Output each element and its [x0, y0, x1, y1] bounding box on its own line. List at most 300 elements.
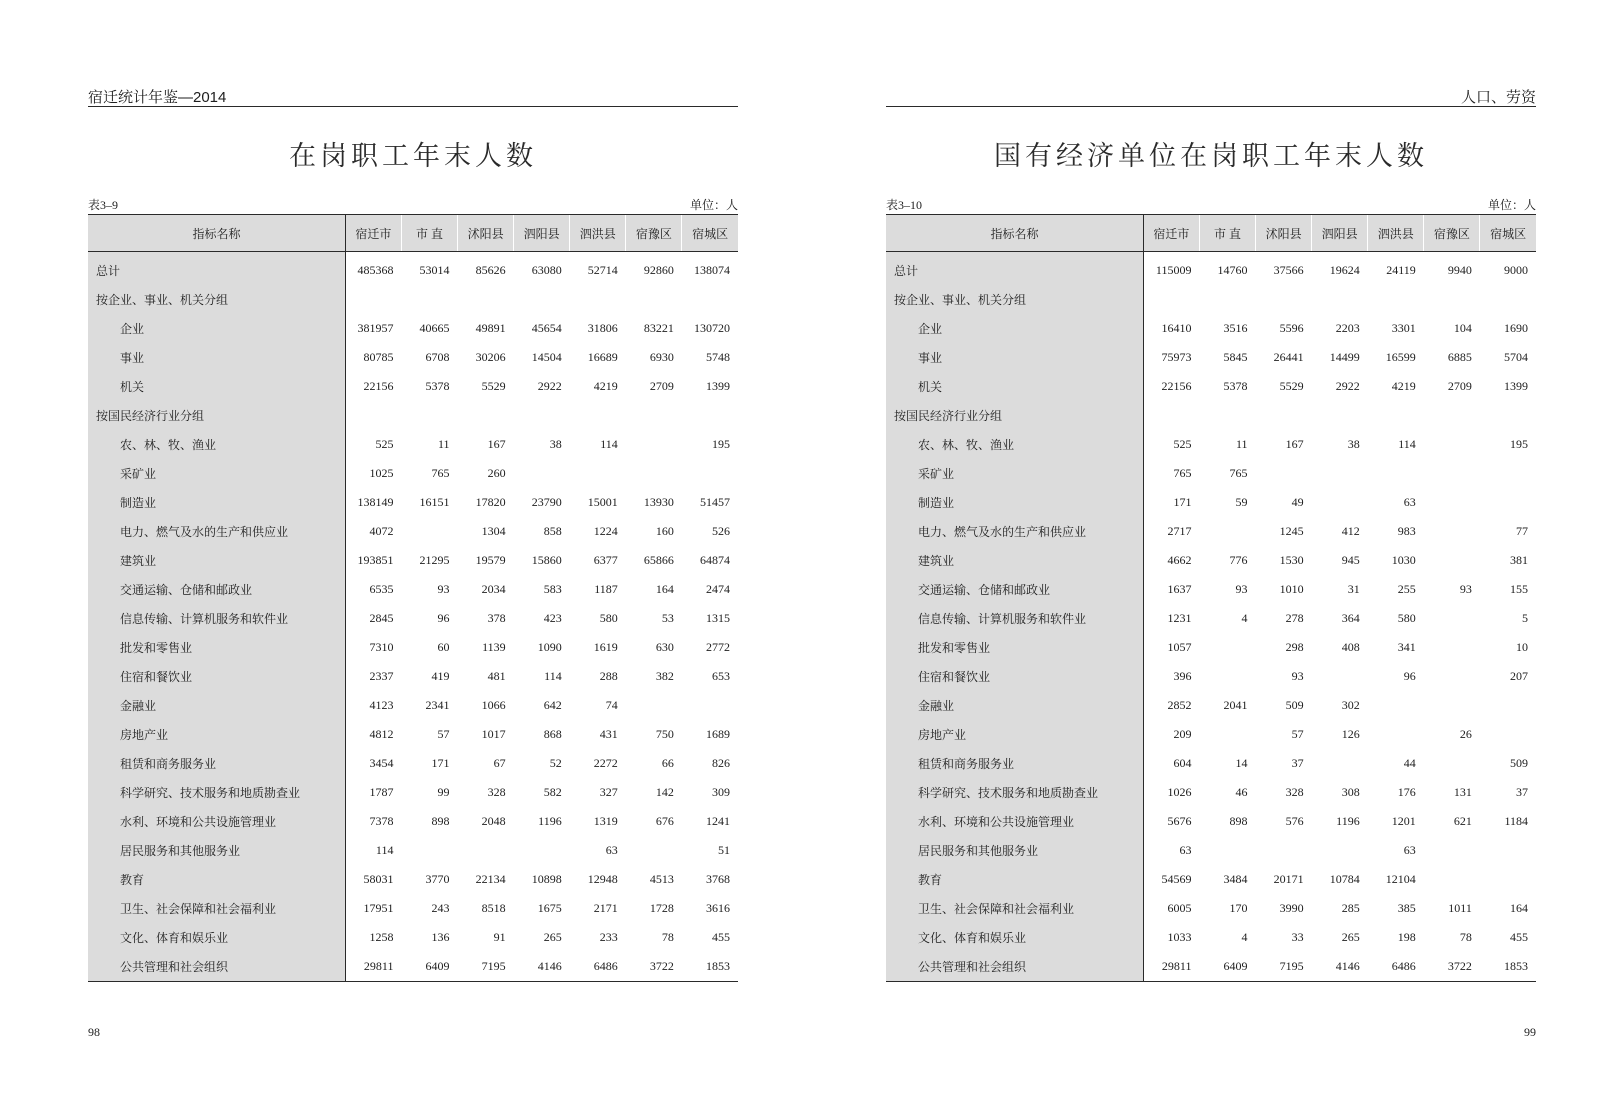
- table-cell: [1424, 401, 1480, 430]
- table-row: [88, 633, 738, 662]
- table-cell: 12104: [1385, 872, 1416, 886]
- table-row: [886, 894, 1536, 923]
- table-cell: [1424, 836, 1480, 865]
- table-cell: [1368, 691, 1424, 720]
- table-cell: 381957: [357, 321, 394, 335]
- table-row: [88, 952, 738, 982]
- table-cell: 6377: [593, 553, 618, 567]
- table-cell: 509: [1285, 698, 1304, 712]
- table-cell: 85626: [475, 263, 506, 277]
- table-cell: 45654: [531, 321, 562, 335]
- table-cell: 302: [1341, 698, 1360, 712]
- column-header-name: 指标名称: [88, 215, 345, 252]
- table-cell: [626, 430, 682, 459]
- table-cell: 195: [712, 437, 730, 451]
- table-cell: [626, 459, 682, 488]
- table-row: [886, 252, 1536, 286]
- table-cell: [1424, 662, 1480, 691]
- table-cell: 288: [599, 669, 618, 683]
- table-cell: 2048: [481, 814, 506, 828]
- table-cell: 1184: [1504, 814, 1528, 828]
- table-cell: [1256, 459, 1312, 488]
- table-cell: 1196: [1336, 814, 1360, 828]
- table-row: [886, 372, 1536, 401]
- table-cell: [1424, 865, 1480, 894]
- table-cell: 130720: [694, 321, 730, 335]
- table-cell: 676: [655, 814, 674, 828]
- table-cell: 12948: [587, 872, 618, 886]
- table-cell: [1480, 401, 1536, 430]
- row-label: 交通运输、仓储和邮政业: [88, 575, 345, 604]
- right-page: [886, 0, 1536, 1099]
- table-cell: [1480, 720, 1536, 749]
- row-label: 建筑业: [88, 546, 345, 575]
- table-cell: 328: [1285, 785, 1304, 799]
- table-cell: 104: [1453, 321, 1472, 335]
- row-label: 机关: [88, 372, 345, 401]
- table-cell: 1304: [481, 524, 506, 538]
- table-cell: 22134: [475, 872, 506, 886]
- table-cell: 2474: [706, 582, 730, 596]
- table-cell: [514, 836, 570, 865]
- table-cell: 96: [437, 611, 450, 625]
- row-label: 采矿业: [88, 459, 345, 488]
- table-cell: 1258: [369, 930, 394, 944]
- table-row: [88, 575, 738, 604]
- table-row: [886, 749, 1536, 778]
- table-cell: [1256, 285, 1312, 314]
- table-cell: 63: [1403, 495, 1416, 509]
- table-row: [886, 343, 1536, 372]
- table-cell: 1139: [482, 640, 506, 654]
- row-label: 教育: [886, 865, 1143, 894]
- row-label: 文化、体育和娱乐业: [88, 923, 345, 952]
- row-label: 总计: [886, 252, 1143, 286]
- table-cell: 171: [1173, 495, 1192, 509]
- table-cell: 142: [655, 785, 674, 799]
- table-cell: 408: [1341, 640, 1360, 654]
- table-cell: [1368, 285, 1424, 314]
- table-cell: 59: [1235, 495, 1248, 509]
- row-label: 公共管理和社会组织: [88, 952, 345, 982]
- row-label: 按国民经济行业分组: [886, 401, 1143, 430]
- table-cell: 583: [543, 582, 562, 596]
- table-cell: 17951: [363, 901, 394, 915]
- table-cell: [1312, 749, 1368, 778]
- row-label: 教育: [88, 865, 345, 894]
- table-cell: 93: [1459, 582, 1472, 596]
- table-cell: 765: [431, 466, 450, 480]
- table-cell: [401, 285, 457, 314]
- table-cell: 170: [1229, 901, 1248, 915]
- table-cell: 2845: [369, 611, 394, 625]
- table-row: [886, 923, 1536, 952]
- table-row: [88, 488, 738, 517]
- table-cell: 3301: [1391, 321, 1416, 335]
- table-cell: 114: [375, 843, 394, 857]
- table-cell: 1090: [537, 640, 562, 654]
- table-cell: 2709: [649, 379, 674, 393]
- left-page: [88, 0, 738, 1099]
- table-cell: [570, 285, 626, 314]
- table-cell: 4812: [369, 727, 394, 741]
- table-cell: 115009: [1155, 263, 1192, 277]
- table-cell: 33: [1291, 930, 1304, 944]
- row-label: 制造业: [88, 488, 345, 517]
- table-cell: 1245: [1279, 524, 1304, 538]
- table-row: [88, 894, 738, 923]
- table-row: [88, 343, 738, 372]
- table-cell: 2272: [593, 756, 618, 770]
- table-cell: [570, 459, 626, 488]
- table-cell: 278: [1285, 611, 1304, 625]
- table-cell: 1025: [369, 466, 394, 480]
- row-label: 租赁和商务服务业: [88, 749, 345, 778]
- table-cell: 15001: [587, 495, 618, 509]
- table-cell: 2337: [369, 669, 394, 683]
- table-cell: 1057: [1167, 640, 1192, 654]
- table-cell: 858: [543, 524, 562, 538]
- table-cell: 20171: [1273, 872, 1304, 886]
- table-cell: 3722: [626, 952, 682, 982]
- table-cell: 78: [1459, 930, 1472, 944]
- table-cell: 96: [1403, 669, 1416, 683]
- table-cell: 164: [1510, 901, 1528, 915]
- row-label: 信息传输、计算机服务和软件业: [88, 604, 345, 633]
- table-row: [886, 836, 1536, 865]
- table-cell: 38: [549, 437, 562, 451]
- row-label: 电力、燃气及水的生产和供应业: [88, 517, 345, 546]
- table-cell: 167: [1285, 437, 1304, 451]
- table-cell: 64874: [700, 553, 730, 567]
- table-cell: 3516: [1223, 321, 1248, 335]
- row-label: 水利、环境和公共设施管理业: [886, 807, 1143, 836]
- table-cell: 2717: [1167, 524, 1192, 538]
- table-cell: 2922: [1335, 379, 1360, 393]
- table-row: [88, 749, 738, 778]
- table-cell: 51457: [700, 495, 730, 509]
- table-cell: 1066: [481, 698, 506, 712]
- row-label: 公共管理和社会组织: [886, 952, 1143, 982]
- table-cell: 5378: [1223, 379, 1248, 393]
- table-cell: 630: [655, 640, 674, 654]
- table-title: 在岗职工年末人数: [289, 141, 537, 171]
- table-cell: 83221: [643, 321, 674, 335]
- table-cell: 4146: [514, 952, 570, 982]
- table-cell: 63: [1403, 843, 1416, 857]
- table-cell: [1424, 517, 1480, 546]
- table-cell: 11: [1235, 437, 1248, 451]
- column-header-name: 指标名称: [886, 215, 1143, 252]
- table-cell: 1030: [1391, 553, 1416, 567]
- table-cell: 265: [543, 930, 562, 944]
- table-cell: 1315: [706, 611, 730, 625]
- table-cell: 138074: [694, 263, 730, 277]
- table-cell: 1201: [1391, 814, 1416, 828]
- data-table: [88, 214, 738, 982]
- table-cell: 26441: [1273, 350, 1304, 364]
- row-label: 事业: [886, 343, 1143, 372]
- table-cell: 10898: [531, 872, 562, 886]
- table-cell: 604: [1173, 756, 1192, 770]
- table-cell: 6535: [369, 582, 394, 596]
- table-cell: 57: [437, 727, 450, 741]
- table-cell: 776: [1229, 553, 1248, 567]
- table-cell: 364: [1341, 611, 1360, 625]
- table-cell: 8518: [481, 901, 506, 915]
- table-cell: [1480, 285, 1536, 314]
- table-cell: 765: [1229, 466, 1248, 480]
- row-label: 农、林、牧、渔业: [886, 430, 1143, 459]
- row-label: 建筑业: [886, 546, 1143, 575]
- table-cell: 265: [1341, 930, 1360, 944]
- table-cell: 53014: [419, 263, 450, 277]
- unit-label: 单位：人: [689, 198, 738, 212]
- table-row: [886, 546, 1536, 575]
- table-cell: 52: [549, 756, 562, 770]
- table-cell: 63: [1179, 843, 1192, 857]
- table-cell: [458, 836, 514, 865]
- row-label: 批发和零售业: [88, 633, 345, 662]
- table-cell: 93: [1291, 669, 1304, 683]
- table-cell: 9000: [1504, 263, 1528, 277]
- table-cell: 642: [543, 698, 562, 712]
- table-cell: 381: [1510, 553, 1528, 567]
- table-cell: 16689: [587, 350, 618, 364]
- table-cell: 114: [1398, 437, 1416, 451]
- table-cell: 576: [1285, 814, 1304, 828]
- row-label: 事业: [88, 343, 345, 372]
- table-cell: 341: [1397, 640, 1416, 654]
- table-row: [88, 285, 738, 314]
- column-header: 宿迁市: [1143, 215, 1199, 252]
- table-cell: [682, 285, 738, 314]
- table-cell: [345, 285, 401, 314]
- table-cell: 3484: [1223, 872, 1248, 886]
- row-label: 房地产业: [88, 720, 345, 749]
- table-cell: 385: [1397, 901, 1416, 915]
- table-cell: 131: [1453, 785, 1472, 799]
- table-row: [88, 430, 738, 459]
- table-cell: 74: [605, 698, 618, 712]
- table-cell: 5748: [706, 350, 730, 364]
- table-cell: 4219: [1391, 379, 1416, 393]
- table-row: [886, 720, 1536, 749]
- table-cell: 285: [1341, 901, 1360, 915]
- table-cell: 77: [1516, 524, 1528, 538]
- table-cell: 2709: [1447, 379, 1472, 393]
- table-cell: 22156: [363, 379, 394, 393]
- table-cell: 78: [661, 930, 674, 944]
- table-cell: 1689: [706, 727, 730, 741]
- table-cell: 207: [1510, 669, 1528, 683]
- table-cell: 138149: [357, 495, 394, 509]
- table-cell: 6409: [401, 952, 457, 982]
- table-cell: 1033: [1167, 930, 1192, 944]
- table-cell: 40665: [419, 321, 450, 335]
- column-header: 泗阳县: [514, 215, 570, 252]
- table-cell: 14499: [1329, 350, 1360, 364]
- table-cell: 6486: [570, 952, 626, 982]
- table-row: [88, 923, 738, 952]
- table-cell: 4072: [369, 524, 394, 538]
- table-cell: 75973: [1161, 350, 1192, 364]
- table-cell: [1312, 401, 1368, 430]
- running-head: 人口、劳资: [886, 86, 1536, 107]
- column-header: 宿城区: [1480, 215, 1536, 252]
- table-row: [886, 952, 1536, 982]
- table-cell: 15860: [531, 553, 562, 567]
- table-cell: 525: [1173, 437, 1192, 451]
- table-header-row: [886, 215, 1536, 252]
- table-cell: 6409: [1199, 952, 1255, 982]
- table-cell: [1480, 459, 1536, 488]
- table-cell: 4662: [1167, 553, 1192, 567]
- table-cell: [1424, 546, 1480, 575]
- table-cell: 2171: [593, 901, 618, 915]
- table-cell: 1010: [1279, 582, 1304, 596]
- table-cell: 14: [1235, 756, 1248, 770]
- table-cell: [626, 285, 682, 314]
- table-cell: 1399: [1504, 379, 1528, 393]
- row-label: 科学研究、技术服务和地质勘查业: [886, 778, 1143, 807]
- table-cell: [1424, 430, 1480, 459]
- table-number: 表3–9: [88, 198, 119, 212]
- table-cell: 67: [493, 756, 506, 770]
- table-cell: 4: [1241, 930, 1248, 944]
- row-label: 卫生、社会保障和社会福利业: [886, 894, 1143, 923]
- table-cell: 1399: [706, 379, 730, 393]
- table-cell: 2922: [537, 379, 562, 393]
- table-cell: 7310: [369, 640, 394, 654]
- table-cell: 171: [431, 756, 450, 770]
- column-header: 宿城区: [682, 215, 738, 252]
- table-cell: 5676: [1167, 814, 1192, 828]
- table-cell: 26: [1459, 727, 1472, 741]
- table-cell: 66: [661, 756, 674, 770]
- table-cell: [1199, 720, 1255, 749]
- table-cell: 16151: [419, 495, 450, 509]
- table-cell: [1368, 720, 1424, 749]
- table-cell: 653: [712, 669, 730, 683]
- table-cell: 16599: [1385, 350, 1416, 364]
- table-cell: 63080: [531, 263, 562, 277]
- table-cell: 826: [712, 756, 730, 770]
- row-label: 住宿和餐饮业: [886, 662, 1143, 691]
- table-cell: 126: [1341, 727, 1360, 741]
- column-header: 市 直: [1199, 215, 1255, 252]
- table-cell: 23790: [531, 495, 562, 509]
- table-cell: 580: [599, 611, 618, 625]
- table-cell: 176: [1397, 785, 1416, 799]
- table-row: [886, 604, 1536, 633]
- row-label: 居民服务和其他服务业: [88, 836, 345, 865]
- table-cell: [401, 517, 457, 546]
- table-cell: 485368: [357, 263, 394, 277]
- row-label: 机关: [886, 372, 1143, 401]
- table-cell: 57: [1291, 727, 1304, 741]
- data-table: [886, 214, 1536, 982]
- table-cell: 2772: [706, 640, 730, 654]
- table-cell: 91: [493, 930, 506, 944]
- table-cell: 1853: [682, 952, 738, 982]
- table-cell: 423: [543, 611, 562, 625]
- table-cell: 46: [1235, 785, 1248, 799]
- table-cell: 4513: [649, 872, 674, 886]
- column-header: 沭阳县: [1256, 215, 1312, 252]
- row-label: 按国民经济行业分组: [88, 401, 345, 430]
- table-cell: [1256, 836, 1312, 865]
- table-cell: 114: [544, 669, 562, 683]
- row-label: 农、林、牧、渔业: [88, 430, 345, 459]
- table-row: [886, 401, 1536, 430]
- table-cell: 155: [1510, 582, 1528, 596]
- column-header: 市 直: [401, 215, 457, 252]
- table-row: [88, 517, 738, 546]
- table-cell: 49891: [475, 321, 506, 335]
- row-label: 按企业、事业、机关分组: [88, 285, 345, 314]
- table-cell: [1312, 836, 1368, 865]
- table-cell: 308: [1341, 785, 1360, 799]
- table-cell: 29811: [345, 952, 401, 982]
- table-cell: 198: [1397, 930, 1416, 944]
- table-cell: [401, 836, 457, 865]
- table-cell: 7378: [369, 814, 394, 828]
- table-row: [886, 575, 1536, 604]
- row-label: 卫生、社会保障和社会福利业: [88, 894, 345, 923]
- table-cell: 3990: [1279, 901, 1304, 915]
- table-cell: 9940: [1447, 263, 1472, 277]
- table-cell: 1530: [1279, 553, 1304, 567]
- table-cell: [1424, 633, 1480, 662]
- table-cell: 1196: [538, 814, 562, 828]
- table-cell: [626, 691, 682, 720]
- table-cell: 4123: [369, 698, 394, 712]
- table-cell: 1675: [537, 901, 562, 915]
- table-cell: 37: [1516, 785, 1528, 799]
- row-label: 交通运输、仓储和邮政业: [886, 575, 1143, 604]
- table-cell: [1143, 285, 1199, 314]
- table-cell: 53: [661, 611, 674, 625]
- table-cell: 114: [600, 437, 618, 451]
- table-cell: [626, 836, 682, 865]
- table-cell: [1199, 836, 1255, 865]
- table-cell: 898: [431, 814, 450, 828]
- table-row: [88, 836, 738, 865]
- table-cell: 167: [487, 437, 506, 451]
- table-row: [88, 252, 738, 286]
- table-cell: 2203: [1335, 321, 1360, 335]
- row-label: 采矿业: [886, 459, 1143, 488]
- table-row: [886, 778, 1536, 807]
- table-cell: 38: [1347, 437, 1360, 451]
- table-cell: 455: [712, 930, 730, 944]
- table-cell: 1787: [369, 785, 394, 799]
- table-cell: [1480, 691, 1536, 720]
- column-header: 泗洪县: [570, 215, 626, 252]
- table-cell: 1026: [1167, 785, 1192, 799]
- table-cell: 1241: [706, 814, 730, 828]
- table-cell: 16410: [1161, 321, 1192, 335]
- table-cell: 455: [1510, 930, 1528, 944]
- table-cell: 3770: [425, 872, 450, 886]
- table-cell: 481: [487, 669, 506, 683]
- row-label: 居民服务和其他服务业: [886, 836, 1143, 865]
- table-cell: 983: [1397, 524, 1416, 538]
- table-row: [88, 807, 738, 836]
- table-cell: [458, 401, 514, 430]
- table-cell: [1199, 633, 1255, 662]
